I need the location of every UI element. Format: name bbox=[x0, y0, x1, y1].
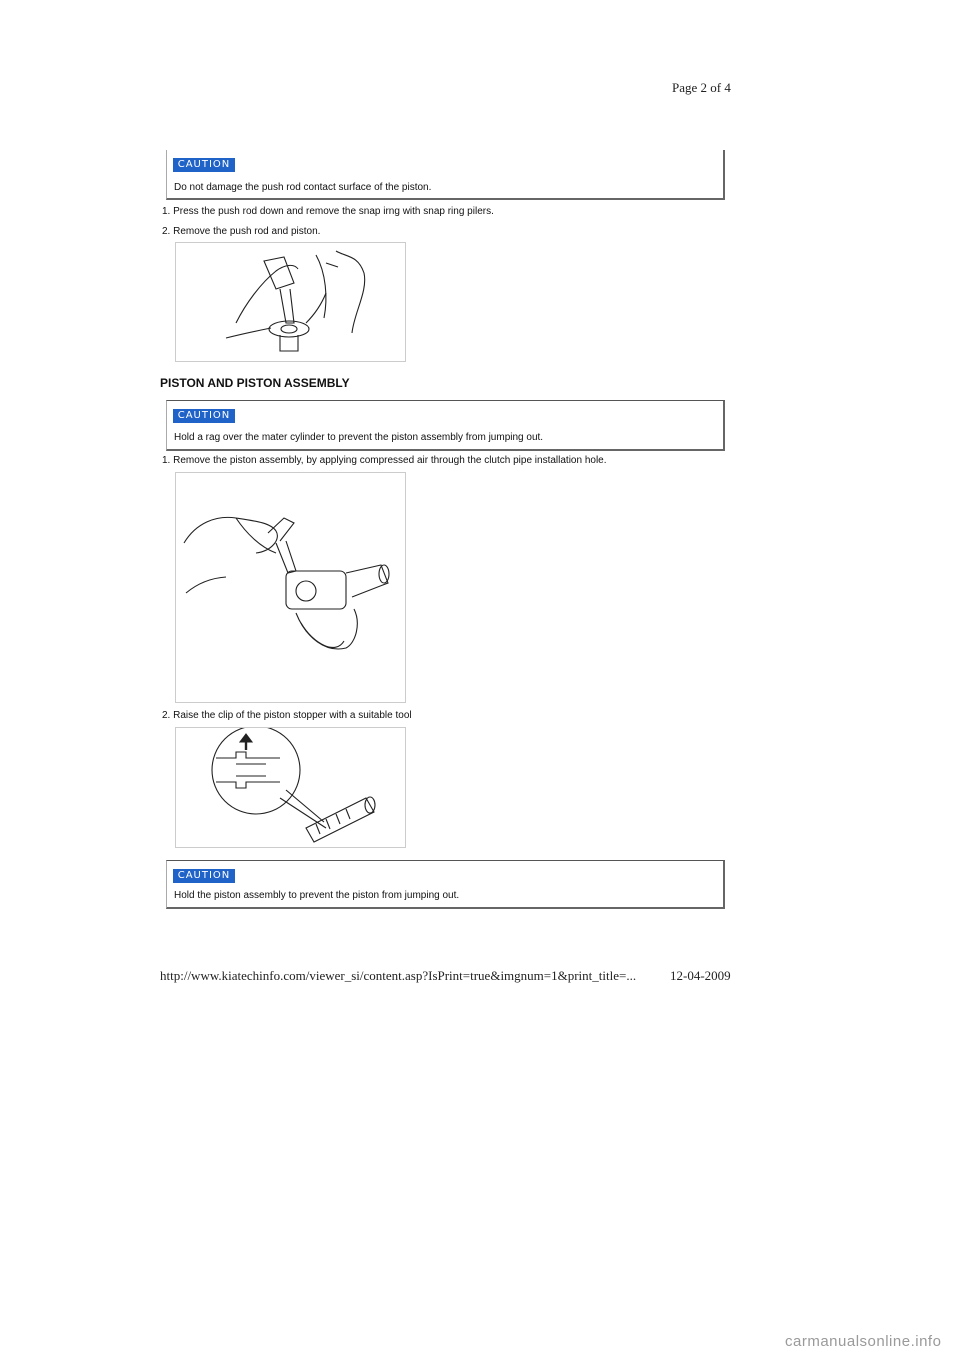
caution-text: Do not damage the push rod contact surface of the piston. bbox=[174, 182, 432, 193]
caution-badge: CAUTION bbox=[173, 869, 235, 883]
step-2-remove-push-rod bbox=[162, 226, 320, 237]
step-text: Raise the clip of the piston stopper with a suitable tool bbox=[173, 710, 412, 721]
caution-box-push-rod bbox=[166, 150, 725, 200]
figure-piston-stopper-clip bbox=[175, 727, 406, 848]
caution-box-rag bbox=[166, 400, 725, 451]
caution-text: Hold the piston assembly to prevent the piston from jumping out. bbox=[174, 890, 460, 901]
step-number: 2. bbox=[162, 226, 171, 237]
watermark: carmanualsonline.info bbox=[785, 1333, 942, 1350]
step-1-compressed-air bbox=[162, 455, 607, 466]
page-number: Page 2 of 4 bbox=[672, 80, 731, 95]
caution-text: Hold a rag over the mater cylinder to prevent the piston assembly from jumping out. bbox=[174, 432, 544, 443]
caution-badge: CAUTION bbox=[173, 409, 235, 423]
caution-box-hold-piston bbox=[166, 860, 725, 909]
footer-date: 12-04-2009 bbox=[670, 968, 731, 983]
step-text: Remove the push rod and piston. bbox=[173, 226, 321, 237]
step-number: 2. bbox=[162, 710, 171, 721]
figure-snap-ring-removal bbox=[175, 242, 406, 362]
step-number: 1. bbox=[162, 206, 171, 217]
caution-badge: CAUTION bbox=[173, 158, 235, 172]
figure-piston-removal bbox=[175, 472, 406, 703]
step-text: Remove the piston assembly, by applying compressed air through the clutch pipe installation hole. bbox=[173, 455, 607, 466]
footer-url: http://www.kiatechinfo.com/viewer_si/content.asp?IsPrint=true&imgnum=1&print_title=... bbox=[160, 968, 637, 983]
step-number: 1. bbox=[162, 455, 171, 466]
step-2-raise-clip bbox=[162, 710, 412, 721]
section-heading: PISTON AND PISTON ASSEMBLY bbox=[160, 376, 350, 390]
step-text: Press the push rod down and remove the snap irng with snap ring pilers. bbox=[173, 206, 494, 217]
step-1-snap-ring bbox=[162, 206, 494, 217]
